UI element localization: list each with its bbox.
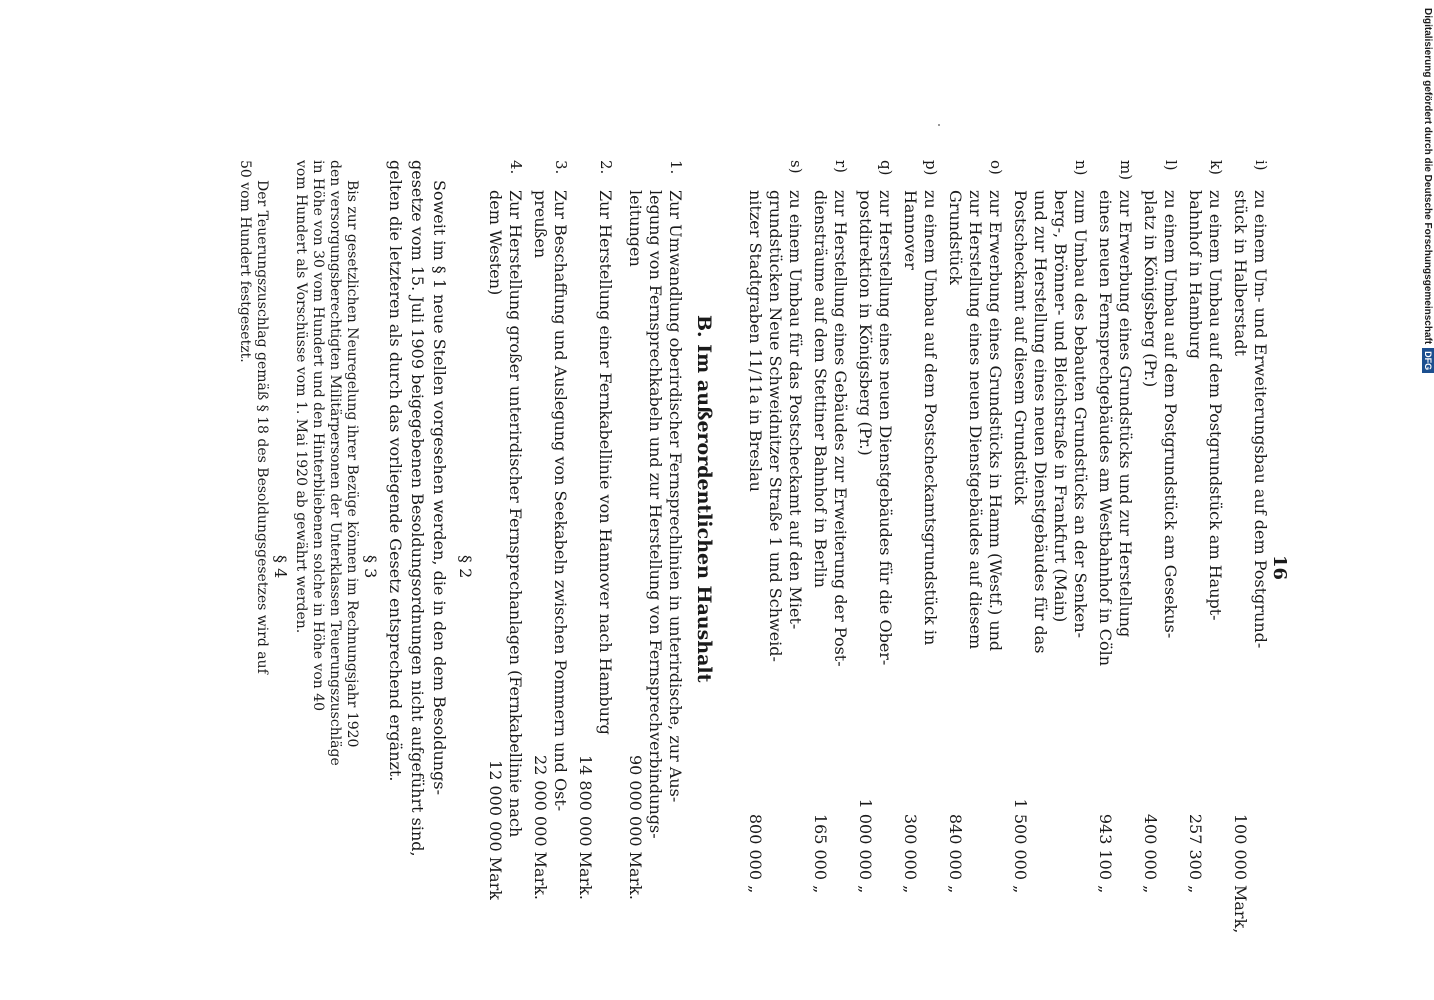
item-text: zu einem Um- und Erweiterungsbau auf dem Postgrund- stück in Halberstadt	[1231, 190, 1270, 649]
item-amount: 257 300	[1186, 813, 1205, 880]
list-item	[900, 160, 940, 980]
item-unit: „	[811, 885, 830, 894]
item-unit: „	[901, 885, 920, 894]
item-text: zu einem Umbau auf dem Postscheckamtsgrundstück in Hannover	[901, 190, 940, 646]
item-amount: 1 000 000	[856, 798, 875, 880]
item-amount: 165 000	[811, 813, 830, 880]
rotated-document-page	[237, 160, 1290, 1000]
item-amount: 943 100	[1096, 813, 1115, 880]
item-text: zum Umbau des bebauten Grundstücks an der Senken- berg-, Brönner- und Bleichstraße in Frankfurt (Main) und zur Herstellung eines neuen Dienstgebäudes für das Postscheckamt auf diesem Grundstück	[1011, 190, 1090, 654]
item-text: Zur Umwandlung oberirdischer Fernsprechlinien in unterirdische, zur Aus- legung von Fernsprechkabeln und zur Herstellung von Fernsprechverbindungs- leitungen	[626, 190, 685, 839]
item-unit: „	[946, 885, 965, 894]
item-text: zu einem Umbau auf dem Postgrundstück am Haupt- bahnhof in Hamburg	[1186, 190, 1225, 621]
item-text: zu einem Umbau auf dem Postgrundstück am Gesekus- platz in Königsberg (Pr.)	[1141, 190, 1180, 639]
item-key: o)	[987, 160, 1005, 175]
item-amount: 800 000	[746, 813, 765, 880]
list-item	[1010, 160, 1090, 980]
item-text: Zur Herstellung einer Fernkabellinie von Hannover nach Hamburg	[596, 190, 615, 735]
dfg-credit	[1420, 8, 1434, 392]
item-key: k)	[1207, 160, 1225, 175]
item-key: l)	[1162, 160, 1180, 171]
item-amount: 400 000	[1141, 813, 1160, 880]
item-text: zur Herstellung eines neuen Dienstgebäudes für die Ober- postdirektion in Königsberg (Pr.)	[856, 190, 895, 666]
item-key: n)	[1072, 160, 1090, 176]
item-unit: „	[1141, 885, 1160, 894]
item-text: zur Erwerbung eines Grundstücks und zur Herstellung eines neuen Fernsprechgebäudes am Westbahnhof in Cöln	[1096, 190, 1135, 667]
section-sign: § 2	[456, 555, 475, 579]
page-number: 16	[1269, 555, 1290, 581]
scan-speck	[938, 124, 940, 126]
item-key: i)	[1252, 160, 1270, 171]
list-item	[855, 160, 895, 980]
item-key: q)	[877, 160, 895, 176]
list-item	[1140, 160, 1180, 980]
item-key: p)	[922, 160, 940, 176]
item-unit: „	[746, 885, 765, 894]
item-text: zur Herstellung eines Gebäudes zur Erweiterung der Post- diensträume auf dem Stettiner Bahnhof in Berlin	[811, 190, 850, 667]
item-amount: 14 800 000 Mark.	[576, 754, 595, 900]
item-amount: 840 000	[946, 813, 965, 880]
item-key: m)	[1117, 160, 1135, 181]
list-item	[745, 160, 805, 980]
section-sign: § 4	[271, 555, 290, 579]
list-item	[945, 160, 1005, 980]
section-b-heading: B. Im außerordentlichen Haushalt	[693, 315, 715, 683]
item-unit: „	[1096, 885, 1115, 894]
paragraph: Der Teuerungszuschlag gemäß § 18 des Besoldungsgesetzes wird auf 50 vom Hundert festgesetzt.	[237, 160, 270, 674]
list-item	[1230, 160, 1270, 980]
item-key: 3.	[552, 160, 570, 175]
item-key: 4.	[507, 160, 525, 175]
item-amount: 100 000	[1231, 813, 1250, 880]
item-key: r)	[832, 160, 850, 174]
item-amount: 1 500 000	[1011, 798, 1030, 880]
paragraph: Soweit im § 1 neue Stellen vorgesehen werden, die in den dem Besoldungs- gesetze vom 15. Juli 1909 beigegebenen Besoldungsordnungen nicht aufgeführt sind, gelten die letzteren als durch das vorliegende Gesetz entsprechend ergänzt.	[386, 160, 449, 857]
item-key: s)	[787, 160, 805, 174]
dfg-credit-text: Digitalisierung gefördert durch die Deutsche Forschungsgemeinschaft	[1422, 8, 1434, 345]
section-sign: § 3	[361, 555, 380, 579]
item-text: Zur Herstellung großer unterirdischer Fernsprechanlagen (Fernkabellinie nach dem Westen)	[486, 190, 525, 838]
item-unit: „	[1186, 885, 1205, 894]
item-text: zur Erwerbung eines Grundstücks in Hamm (Westf.) und zur Herstellung eines neuen Dienstgebäudes auf diesem Grundstück	[946, 190, 1005, 652]
item-text: Zur Beschaffung und Auslegung von Seekabeln zwischen Pommern und Ost- preußen	[531, 190, 570, 812]
list-item	[1095, 160, 1135, 980]
paragraph: Bis zur gesetzlichen Neuregelung ihrer Bezüge können im Rechnungsjahr 1920 den versorgungsberechtigten Militärpersonen der Unterklassen Teuerungszuschläge in Höhe von 30 vom Hundert und den Hinterbliebenen solche in Höhe von 40 vom Hundert als Vorschüsse vom 1. Mai 1920 ab gewährt werden.	[293, 160, 360, 766]
list-item	[810, 160, 850, 980]
list-item	[1185, 160, 1225, 980]
item-unit: „	[1011, 885, 1030, 894]
item-amount: 12 000 000 Mark	[486, 760, 505, 900]
item-key: 1.	[667, 160, 685, 175]
item-text: zu einem Umbau für das Postscheckamt auf den Miet- grundstücken Neue Schweidnitzer Straße 1 und Schweid- nitzer Stadtgraben 11/11a in Breslau	[746, 190, 805, 662]
item-amount: 22 000 000 Mark.	[531, 754, 550, 900]
item-amount: 300 000	[901, 813, 920, 880]
item-key: 2.	[597, 160, 615, 175]
dfg-logo: DFG	[1422, 348, 1434, 373]
item-unit: Mark,	[1231, 885, 1250, 934]
item-amount: 90 000 000 Mark.	[626, 754, 645, 900]
item-unit: „	[856, 885, 875, 894]
